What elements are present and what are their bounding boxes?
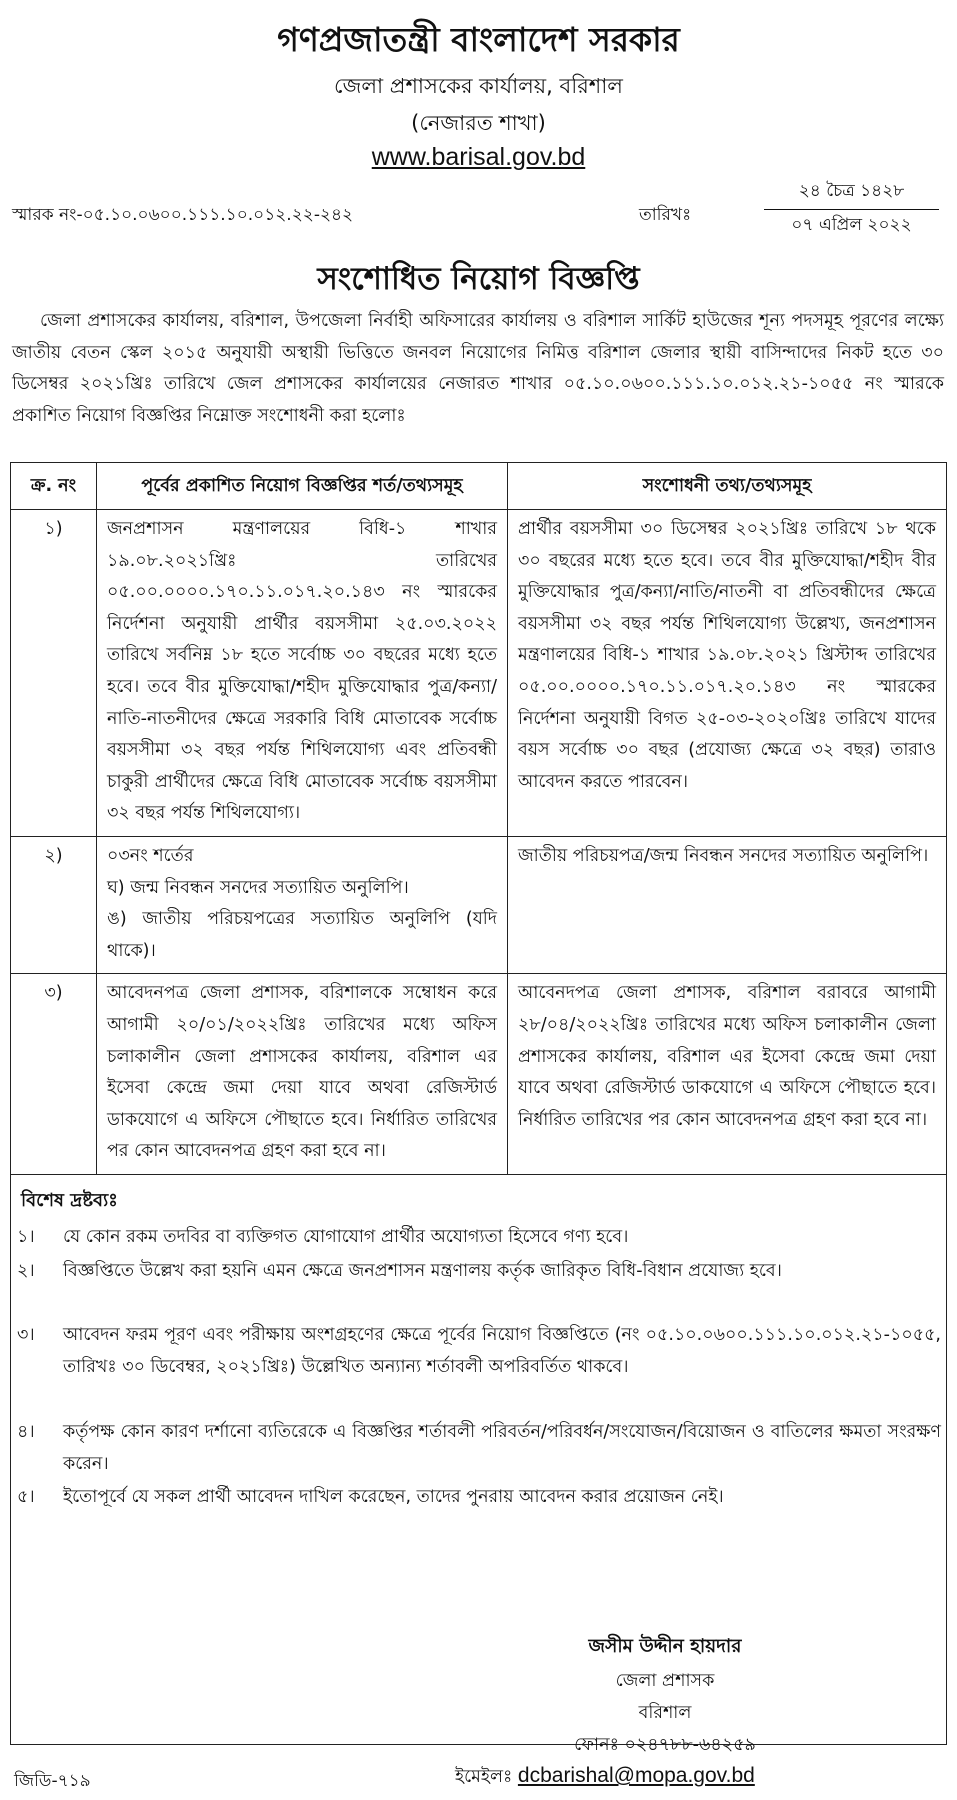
header-serial: ক্র. নং [11, 463, 97, 510]
table-row [11, 510, 947, 837]
note-text: কর্তৃপক্ষ কোন কারণ দর্শানো ব্যতিরেকে এ বিজ্ঞপ্তির শর্তাবলী পরিবর্তন/পরিবর্ধন/সংযোজন/বিয়োজন ও বাতিলের ক্ষমতা সংরক্ষণ করেন। [63, 1422, 941, 1474]
note-number: ৪। [17, 1422, 35, 1442]
row-previous-text: জনপ্রশাসন মন্ত্রণালয়ের বিধি-১ শাখার ১৯.০৮.২০২১খ্রিঃ তারিখের ০৫.০০.০০০০.১৭০.১১.০১৭.২০.১৪৩ নং স্মারকের নির্দেশনা অনুযায়ী প্রার্থীর বয়সসীমা ২৫.০৩.২০২২ তারিখে সর্বনিম্ন ১৮ হতে সর্বোচ্চ ৩০ বছরের মধ্যে হতে হবে। তবে বীর মুক্তিযোদ্ধা/শহীদ মুক্তিযোদ্ধার পুত্র/কন্যা/নাতি-নাতনীদের ক্ষেত্রে সরকারি বিধি মোতাবেক সর্বোচ্চ বয়সসীমা ৩২ বছর পর্যন্ত শিথিলযোগ্য এবং প্রতিবন্ধী চাকুরী প্রার্থীদের ক্ষেত্রে বিধি মোতাবেক সর্বোচ্চ বয়সসীমা ৩২ বছর পর্যন্ত শিথিলযোগ্য। [97, 510, 508, 837]
signatory-designation: জেলা প্রশাসক [615, 1671, 715, 1691]
notice-intro: জেলা প্রশাসকের কার্যালয়, বরিশাল, উপজেলা নির্বাহী অফিসারের কার্যালয় ও বরিশাল সার্কিট হাউজের শূন্য পদসমূহ পূরণের লক্ষ্যে জাতীয় বেতন স্কেল ২০১৫ অনুযায়ী অস্থায়ী ভিত্তিতে জনবল নিয়োগের নিমিত্ত বরিশাল জেলার স্থায়ী বাসিন্দাদের নিকট হতে ৩০ ডিসেম্বর ২০২১খ্রিঃ তারিখে জেল প্রশাসকের কার্যালয়ের নেজারত শাখার ০৫.১০.০৬০০.১১১.১০.০১২.২১-১০৫৫ নং স্মারকে প্রকাশিত নিয়োগ বিজ্ঞপ্তির নিম্নোক্ত সংশোধনী করা হলোঃ [12, 311, 944, 426]
note-number: ২। [17, 1261, 35, 1281]
date-block [639, 178, 939, 238]
row-amended-text: প্রার্থীর বয়সসীমা ৩০ ডিসেম্বর ২০২১খ্রিঃ তারিখে ১৮ থকে ৩০ বছরের মধ্যে হতে হবে। তবে বীর মুক্তিযোদ্ধা/শহীদ বীর মুক্তিযোদ্ধার পুত্র/কন্যা/নাতি/নাতনী বা প্রতিবন্ধীদের ক্ষেত্রে বয়সসীমা ৩২ বছর পর্যন্ত শিথিলযোগ্য উল্লেখ্য, জনপ্রশাসন মন্ত্রণালয়ের বিধি-১ শাখার ১৯.০৮.২০২১ খ্রিস্টাব্দ তারিখের ০৫.০০.০০০০.১৭০.১১.০১৭.২০.১৪৩ নং স্মারকের নির্দেশনা অনুযায়ী বিগত ২৫-০৩-২০২০খ্রিঃ তারিখে যাদের বয়স সর্বোচ্চ ৩০ বছর (প্রযোজ্য ক্ষেত্রে ৩২ বছর) তারাও আবেদন করতে পারবেন। [508, 510, 947, 837]
amendment-table [10, 462, 947, 1175]
signatory-email-line [455, 1764, 755, 1793]
signatory-place: বরিশাল [638, 1703, 692, 1723]
note-item [11, 1417, 941, 1480]
note-number: ১। [17, 1227, 35, 1247]
signatory-name: জসীম উদ্দীন হায়দার [588, 1636, 742, 1657]
email-label: ইমেইলঃ [455, 1767, 513, 1787]
date-bangla: ২৪ চৈত্র ১৪২৮ [764, 178, 939, 210]
row-serial: ১) [11, 510, 97, 837]
government-title: গণপ্রজাতন্ত্রী বাংলাদেশ সরকার [277, 20, 680, 59]
header-previous-terms: পূর্বের প্রকাশিত নিয়োগ বিজ্ঞপ্তির শর্ত/তথ্যসমূহ [97, 463, 508, 510]
note-item [11, 1320, 941, 1383]
date-label: তারিখঃ [639, 205, 692, 225]
memo-number: স্মারক নং-০৫.১০.০৬০০.১১১.১০.০১২.২২-২৪২ [12, 205, 354, 225]
row-amended-text: জাতীয় পরিচয়পত্র/জন্ম নিবন্ধন সনদের সত্যায়িত অনুলিপি। [508, 836, 947, 973]
note-item [11, 1222, 941, 1254]
table-header-row [11, 463, 947, 510]
website-link[interactable]: www.barisal.gov.bd [371, 143, 586, 171]
note-text: যে কোন রকম তদবির বা ব্যক্তিগত যোগাযোগ প্রার্থীর অযোগ্যতা হিসেবে গণ্য হবে। [63, 1227, 629, 1247]
note-number: ৫। [17, 1487, 35, 1507]
note-text: বিজ্ঞপ্তিতে উল্লেখ করা হয়নি এমন ক্ষেত্রে জনপ্রশাসন মন্ত্রণালয় কর্তৃক জারিকৃত বিধি-বিধান প্রযোজ্য হবে। [63, 1261, 782, 1281]
row-previous-line: ০৩নং শর্তের [107, 845, 194, 866]
notice-title: সংশোধিত নিয়োগ বিজ্ঞপ্তি [317, 261, 640, 297]
note-text: আবেদন ফরম পূরণ এবং পরীক্ষায় অংশগ্রহণের ক্ষেত্রে পূর্বের নিয়োগ বিজ্ঞপ্তিতে (নং ০৫.১০.০৬০০.১১১.১০.০১২.২১-১০৫৫, তারিখঃ ৩০ ডিবেম্বর, ২০২১খ্রিঃ) উল্লেখিত অন্যান্য শর্তাবলী অপরিবর্তিত থাকবে। [63, 1325, 941, 1377]
office-name: জেলা প্রশাসকের কার্যালয়, বরিশাল [334, 74, 623, 98]
gd-number: জিডি-৭১৯ [14, 1771, 91, 1791]
row-serial: ২) [11, 836, 97, 973]
table-row [11, 974, 947, 1175]
row-previous-line: ঘ) জন্ম নিবন্ধন সনদের সত্যায়িত অনুলিপি। [107, 877, 409, 898]
email-link[interactable]: dcbarishal@mopa.gov.bd [517, 1764, 755, 1787]
note-number: ৩। [17, 1325, 35, 1345]
row-previous-text: আবেদনপত্র জেলা প্রশাসক, বরিশালকে সম্বোধন করে আগামী ২০/০১/২০২২খ্রিঃ তারিখের মধ্যে অফিস চলাকালীন জেলা প্রশাসকের কার্যালয়, বরিশাল এর ইসেবা কেন্দ্রে জমা দেয়া যাবে অথবা রেজিস্টার্ড ডাকযোগে এ অফিসে পৌছাতে হবে। নির্ধারিত তারিখের পর কোন আবেদনপত্র গ্রহণ করা হবে না। [97, 974, 508, 1175]
signatory-phone: ফোনঃ ০২৪৭৮৮-৬৪২৫৯ [574, 1735, 756, 1755]
table-row [11, 836, 947, 973]
note-item [11, 1482, 941, 1514]
header-amended-terms: সংশোধনী তথ্য/তথ্যসমূহ [508, 463, 947, 510]
row-previous-text [97, 836, 508, 973]
row-serial: ৩) [11, 974, 97, 1175]
row-amended-text: আবেনদপত্র জেলা প্রশাসক, বরিশাল বরাবরে আগামী ২৮/০৪/২০২২খ্রিঃ তারিখের মধ্যে অফিস চলাকালীন জেলা প্রশাসকের কার্যালয়, বরিশাল এর ইসেবা কেন্দ্রে জমা দেয়া যাবে অথবা রেজিস্টার্ড ডাকযোগে এ অফিসে পৌছাতে হবে। নির্ধারিত তারিখের পর কোন আবেদনপত্র গ্রহণ করা হবে না। [508, 974, 947, 1175]
special-notes-heading: বিশেষ দ্রষ্টব্যঃ [21, 1190, 118, 1211]
date-gregorian: ০৭ এপ্রিল ২০২২ [791, 215, 912, 235]
row-previous-line: ঙ) জাতীয় পরিচয়পত্রের সত্যায়িত অনুলিপি (যদি থাকে)। [107, 909, 497, 961]
note-text: ইতোপূর্বে যে সকল প্রার্থী আবেদন দাখিল করেছেন, তাদের পুনরায় আবেদন করার প্রয়োজন নেই। [63, 1487, 724, 1507]
note-item [11, 1256, 941, 1288]
branch-name: (নেজারত শাখা) [411, 111, 546, 135]
